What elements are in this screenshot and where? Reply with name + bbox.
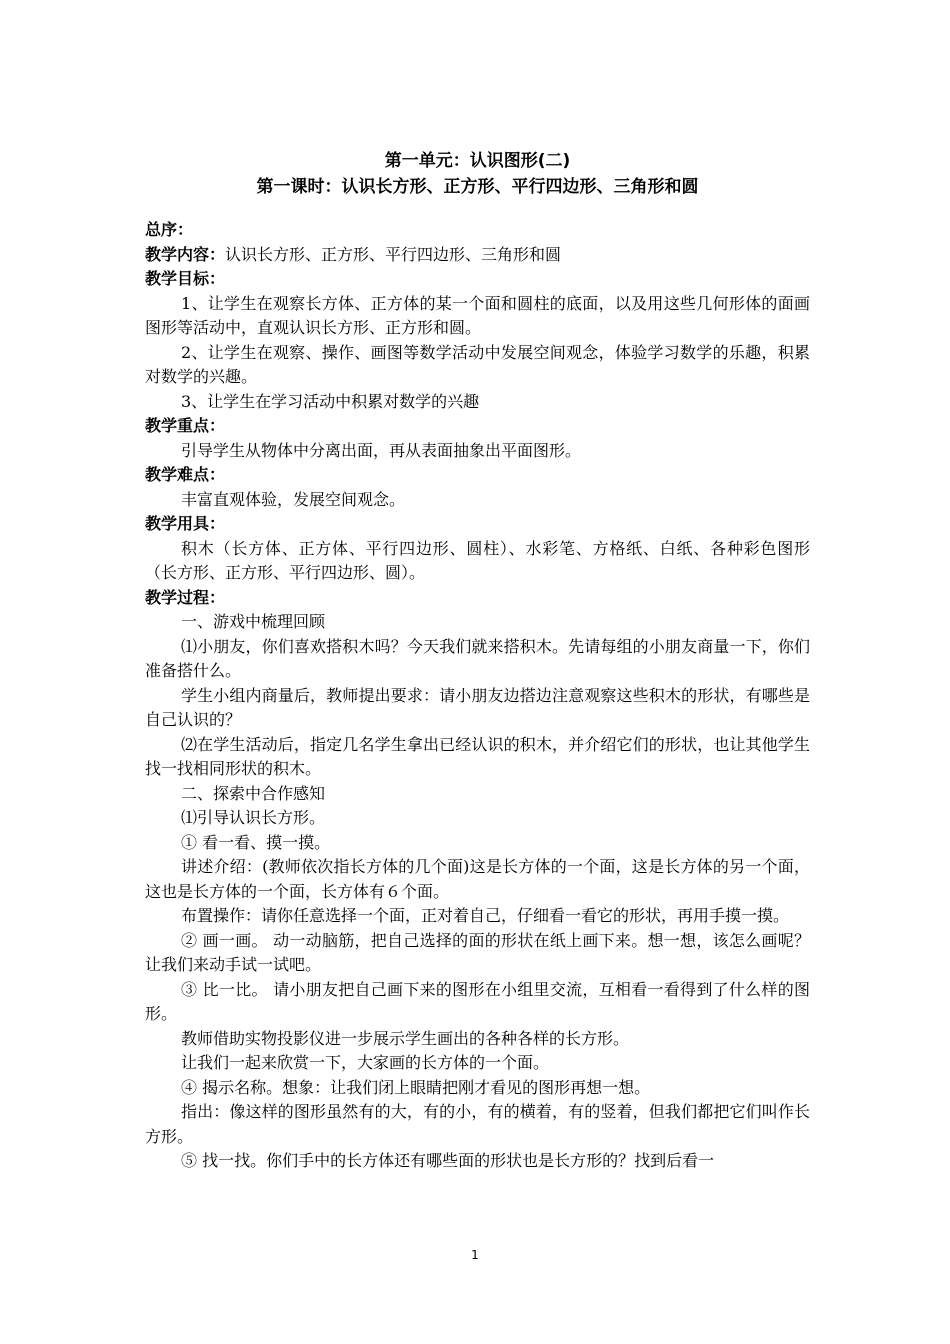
goal-3: 3、让学生在学习活动中积累对数学的兴趣 [181,391,480,411]
process-paragraph: 让我们一起来欣赏一下，大家画的长方体的一个面。 [181,1053,550,1072]
goal-1: 1、让学生在观察长方体、正方体的某一个面和圆柱的底面，以及用这些几何形体的面画图形等活动中，直观认识长方形、正方形和圆。 [145,293,810,337]
unit-title: 第一单元：认识图形(二) [384,151,571,171]
process-paragraph: 二、探索中合作感知 [181,783,326,803]
process-paragraph: ① 看一看、摸一摸。 [181,832,331,852]
document-page [145,148,810,1174]
process-paragraph: ④ 揭示名称。想象：让我们闭上眼睛把刚才看见的图形再想一想。 [181,1077,651,1097]
process-paragraph: 教师借助实物投影仪进一步展示学生画出的各种各样的长方形。 [181,1028,630,1048]
content-label: 教学内容： [145,244,226,264]
process-paragraph: 学生小组内商量后，教师提出要求：请小朋友边搭边注意观察这些积木的形状，有哪些是自己认识的？ [145,685,810,729]
key-heading: 教学重点： [145,416,226,435]
process-paragraph: ② 画一画。 动一动脑筋，把自己选择的面的形状在纸上画下来。想一想，该怎么画呢？让我们来动手试一试吧。 [145,930,810,974]
process-paragraph: ③ 比一比。 请小朋友把自己画下来的图形在小组里交流，互相看一看得到了什么样的图形。 [145,979,810,1023]
difficulty-heading: 教学难点： [145,465,226,484]
process-heading: 教学过程： [145,587,226,607]
process-paragraph: 讲述介绍：(教师依次指长方体的几个面)这是长方体的一个面，这是长方体的另一个面，这也是长方体的一个面，长方体有６个面。 [145,857,810,901]
page-number: 1 [471,1248,479,1262]
lesson-title: 第一课时：认识长方形、正方形、平行四边形、三角形和圆 [256,177,699,197]
goal-2: 2、让学生在观察、操作、画图等数学活动中发展空间观念，体验学习数学的乐趣，积累对数学的兴趣。 [145,342,810,386]
tools-text: 积木（长方体、正方体、平行四边形、圆柱）、水彩笔、方格纸、白纸、各种彩色图形（长方形、正方形、平行四边形、圆）。 [145,538,810,582]
process-paragraph: ⑴小朋友，你们喜欢搭积木吗？今天我们就来搭积木。先请每组的小朋友商量一下，你们准备搭什么。 [145,636,810,680]
difficulty-text: 丰富直观体验，发展空间观念。 [181,489,406,509]
content-text: 认识长方形、正方形、平行四边形、三角形和圆 [225,244,562,264]
preface-heading: 总序： [145,220,194,239]
key-text: 引导学生从物体中分离出面，再从表面抽象出平面图形。 [181,440,582,460]
tools-heading: 教学用具： [145,514,226,533]
process-paragraph: ⑤ 找一找。你们手中的长方体还有哪些面的形状也是长方形的？找到后看一 [181,1151,715,1170]
goals-heading: 教学目标： [145,269,226,288]
process-paragraph: ⑵在学生活动后，指定几名学生拿出已经认识的积木，并介绍它们的形状，也让其他学生找一找相同形状的积木。 [145,734,810,778]
process-paragraph: ⑴引导认识长方形。 [181,808,326,827]
process-paragraph: 布置操作：请你任意选择一个面，正对着自己，仔细看一看它的形状，再用手摸一摸。 [181,906,790,925]
process-paragraph: 一、游戏中梳理回顾 [181,612,326,631]
content-line [145,243,810,268]
process-paragraph: 指出：像这样的图形虽然有的大，有的小，有的横着，有的竖着，但我们都把它们叫作长方形。 [145,1102,810,1146]
